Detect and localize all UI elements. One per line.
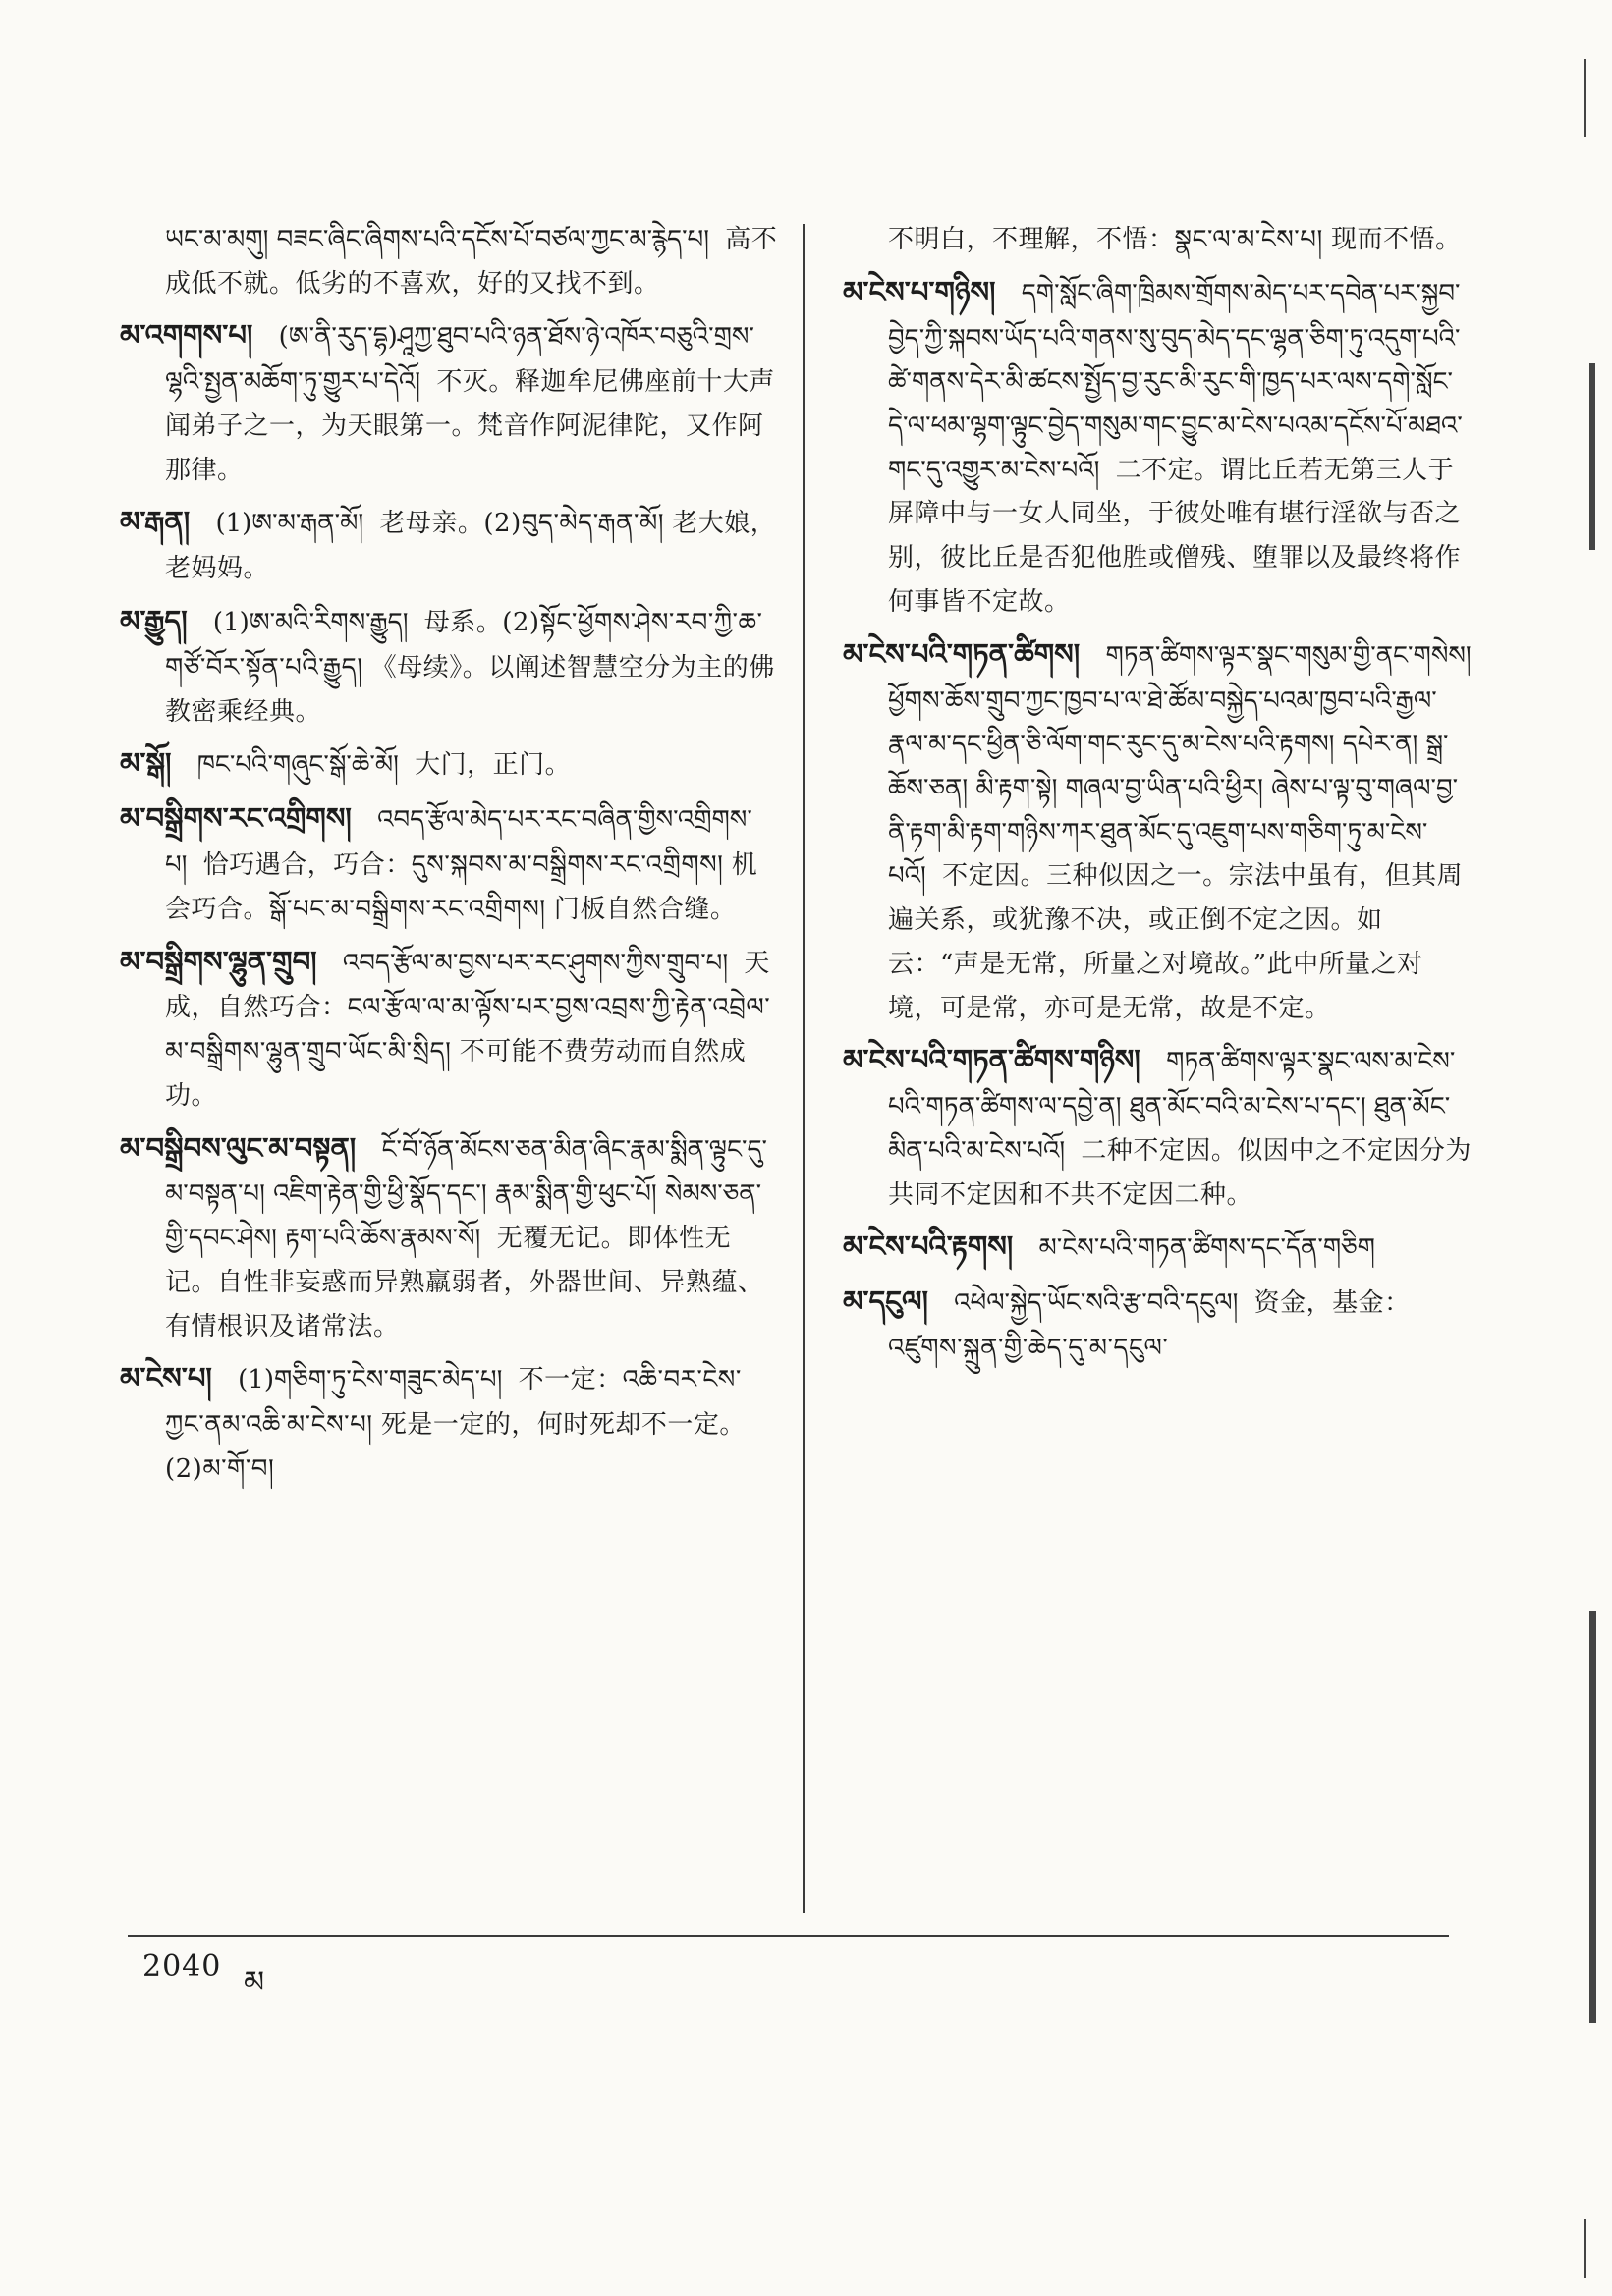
footer-letter: མ <box>244 1965 265 1999</box>
tibetan-definition: (1)གཅིག་ཏུ་ངེས་གཟུང་མེད་པ། <box>238 1365 503 1395</box>
chinese-definition-cont: 《母续》。以阐述智慧空分为主的佛教密乘经典。 <box>165 652 775 727</box>
edge-mark <box>1584 59 1586 137</box>
headword: མ་ངེས་པའི་གཏན་ཚིགས། <box>843 636 1081 671</box>
dictionary-entry <box>120 311 778 492</box>
edge-mark <box>1589 363 1595 550</box>
chinese-definition: 母系。(2)སྟོང་ཕྱོགས་ཤེས་རབ་ཀྱི་ཆ་གཙོ་བོར་སྟོན་པའི་རྒྱུད། <box>165 608 763 683</box>
chinese-definition: 大门，正门。 <box>415 750 572 781</box>
chinese-definition-cont: 现而不悟。 <box>1330 225 1462 254</box>
tibetan-definition: གཏན་ཚིགས་ལྟར་སྣང་གསུམ་གྱི་ནང་གསེས། ཕྱོགས་ཆོས་གྲུབ་ཀྱང་ཁྱབ་པ་ལ་ཐེ་ཚོམ་བསྐྱེད་པའམ་ཁྱབ་པའི་རྒྱལ་རྣལ་མ་དང་ཕྱིན་ཅི་ལོག་གང་རུང་དུ་མ་ངེས་པའི་རྟགས། དཔེར་ན། སྒྲ་ཆོས་ཅན། མི་རྟག་སྟེ། གཞལ་བྱ་ཡིན་པའི་ཕྱིར། ཞེས་པ་ལྟ་བུ་གཞལ་བྱ་ནི་རྟག་མི་རྟག་གཉིས་ཀར་ཐུན་མོང་དུ་འཇུག་པས་གཅིག་ཏུ་མ་ངེས་པའོ། <box>888 640 1472 892</box>
chinese-definition-cont: 机会巧合。སྒོ་པང་མ་བསྒྲིགས་རང་འགྲིགས། <box>165 850 758 924</box>
chinese-definition-cont: 门板自然合缝。 <box>553 894 737 924</box>
dictionary-entry <box>843 218 1472 262</box>
headword: མ་ངེས་པའི་གཏན་ཚིགས་གཉིས། <box>843 1043 1140 1077</box>
tibetan-definition: ངོ་བོ་ཉོན་མོངས་ཅན་མིན་ཞིང་རྣམ་སྨིན་ལྟུང་དུ་མ་བསྟན་པ། འཇིག་རྟེན་གྱི་ཕྱི་སྣོད་དང་། རྣམ་སྨིན་གྱི་ཕུང་པོ། སེམས་ཅན་གྱི་དབང་ཤེས། རྟག་པའི་ཆོས་རྣམས་སོ། <box>165 1134 768 1254</box>
headword: མ་འགགས་པ། <box>120 318 253 353</box>
headword: མ་ངེས་པ། <box>120 1361 212 1395</box>
dictionary-entry <box>120 1354 778 1491</box>
dictionary-entry <box>843 1036 1472 1217</box>
dictionary-entry <box>120 597 778 734</box>
chinese-definition: 不一定：འཆི་བར་ངེས་ཀྱང་ནམ་འཆི་མ་ངེས་པ། <box>165 1365 742 1441</box>
dictionary-entry <box>120 938 778 1119</box>
edge-mark <box>1589 1611 1596 2023</box>
tibetan-definition: ཁང་པའི་གཞུང་སྒོ་ཆེ་མོ། <box>196 750 399 781</box>
chinese-definition: 资金，基金：འཛུགས་སྐྲུན་གྱི་ཆེད་དུ་མ་དངུལ་ <box>888 1288 1411 1364</box>
tibetan-definition: འབད་རྩོལ་མེད་པར་རང་བཞིན་གྱིས་འགྲིགས་པ། <box>165 805 752 881</box>
dictionary-entry <box>843 268 1472 625</box>
tibetan-definition: འཕེལ་སྐྱེད་ཡོང་སའི་རྩ་བའི་དངུལ། <box>954 1288 1239 1319</box>
page-number: 2040 <box>142 1949 222 1984</box>
chinese-definition-cont: 死是一定的，何时死却不一定。(2)མ་གོ་བ། <box>165 1410 746 1484</box>
chinese-definition-cont: 不可能不费劳动而自然成功。 <box>165 1037 747 1111</box>
headword: མ་ངེས་པའི་རྟགས། <box>843 1230 1014 1264</box>
right-column <box>843 218 1472 1377</box>
dictionary-entry <box>120 498 778 591</box>
chinese-definition: 不灭。释迦牟尼佛座前十大声闻弟子之一，为天眼第一。梵音作阿泥律陀，又作阿那律。 <box>165 367 775 485</box>
headword: མ་བསྒྲིགས་རང་འགྲིགས། <box>120 801 352 836</box>
dictionary-entry <box>843 1223 1472 1272</box>
tibetan-definition: མ་ངེས་པའི་གཏན་ཚིགས་དང་དོན་གཅིག <box>1038 1233 1375 1264</box>
tibetan-definition: (1)ཨ་མ་རྒན་མོ། <box>215 509 364 539</box>
edge-mark <box>1584 2219 1586 2278</box>
dictionary-entry <box>120 218 778 305</box>
chinese-definition: 无覆无记。即体性无记。自性非妄惑而异熟羸弱者，外器世间、异熟蕴、有情根识及诸常法。 <box>165 1224 764 1341</box>
tibetan-definition: (ཨ་ནི་རུད་དྷ)ཤཱཀྱ་ཐུབ་པའི་ཉན་ཐོས་ཉེ་འཁོར་བཅུའི་གྲས་ལྷའི་སྤྱན་མཆོག་ཏུ་གྱུར་པ་དེའོ། <box>165 322 754 398</box>
chinese-definition: 二种不定因。似因中之不定因分为共同不定因和不共不定因二种。 <box>888 1135 1472 1210</box>
dictionary-entry <box>843 1278 1472 1371</box>
chinese-definition: 不明白，不理解，不悟：སྣང་ལ་མ་ངེས་པ། <box>888 225 1323 254</box>
chinese-definition: 二不定。谓比丘若无第三人于屏障中与一女人同坐，于彼处唯有堪行淫欲与否之别，彼比丘是否犯他胜或僧残、堕罪以及最终将作何事皆不定故。 <box>888 455 1462 617</box>
tibetan-definition: (1)ཨ་མའི་རིགས་རྒྱུད། <box>212 608 409 638</box>
chinese-definition: 天成，自然巧合：ངལ་རྩོལ་ལ་མ་ལྟོས་པར་བྱས་འབྲས་ཀྱི་རྟེན་འབྲེལ་མ་བསྒྲིགས་ལྷུན་གྲུབ་ཡོང་མི་སྲིད། <box>165 948 771 1067</box>
headword: མ་བསྒྲིབས་ལུང་མ་བསྟན། <box>120 1130 357 1165</box>
headword: མ་རྒྱུད། <box>120 604 188 638</box>
chinese-definition: 老母亲。(2)བུད་མེད་རྒན་མོ། <box>379 509 665 539</box>
headword: མ་སྒོ། <box>120 746 172 781</box>
dictionary-entry <box>843 630 1472 1031</box>
dictionary-entry <box>120 1124 778 1349</box>
tibetan-definition: དགེ་སློང་ཞིག་ཁྲིམས་གྲོགས་མེད་པར་དབེན་པར་སྐྱབ་བྱེད་ཀྱི་སྐབས་ཡོད་པའི་གནས་སུ་བུད་མེད་དང་ལྷན་ཅིག་ཏུ་འདུག་པའི་ཚེ་གནས་དེར་མི་ཚངས་སྤྱོད་བྱ་རུང་མི་རུང་གི་ཁྱད་པར་ལས་དགེ་སློང་དེ་ལ་ཕམ་ལྷག་ལྟུང་བྱེད་གསུམ་གང་བྱུང་མ་ངེས་པའམ་དངོས་པོ་མཐའ་གང་དུ་འགྱུར་མ་ངེས་པའོ། <box>888 278 1463 485</box>
tibetan-definition: འབད་རྩོལ་མ་བྱས་པར་རང་ཤུགས་ཀྱིས་གྲུབ་པ། <box>342 948 729 978</box>
headword: མ་དངུལ། <box>843 1285 928 1319</box>
headword: མ་རྒན། <box>120 505 191 539</box>
chinese-definition: 恰巧遇合，巧合：དུས་སྐབས་མ་བསྒྲིགས་རང་འགྲིགས། <box>202 850 724 881</box>
dictionary-entry <box>120 794 778 931</box>
dictionary-entry <box>120 739 778 789</box>
tibetan-definition: གཏན་ཚིགས་ལྟར་སྣང་ལས་མ་ངེས་པའི་གཏན་ཚིགས་ལ་དབྱེ་ན། ཐུན་མོང་བའི་མ་ངེས་པ་དང་། ཐུན་མོང་མིན་པའི་མ་ངེས་པའོ། <box>888 1047 1456 1166</box>
left-column <box>120 218 778 1498</box>
headword: མ་བསྒྲིགས་ལྷུན་གྲུབ། <box>120 944 317 978</box>
chinese-definition-cont: 老大娘，老妈妈。 <box>165 509 777 584</box>
tibetan-definition: ཡང་མ་མགུ། བཟང་ཞིང་ཞིགས་པའི་དངོས་པོ་བཙལ་ཀྱང་མ་རྙེད་པ། <box>165 225 709 254</box>
headword: མ་ངེས་པ་གཉིས། <box>843 274 996 308</box>
chinese-definition: 高不成低不就。低劣的不喜欢，好的又找不到。 <box>165 225 778 299</box>
chinese-definition: 不定因。三种似因之一。宗法中虽有，但其周遍关系，或犹豫不决，或正倒不定之因。如云：“声是无常，所量之对境故。”此中所量之对境，可是常，亦可是无常，故是不定。 <box>888 861 1464 1023</box>
column-divider <box>803 224 805 1913</box>
footer-rule <box>128 1935 1449 1937</box>
